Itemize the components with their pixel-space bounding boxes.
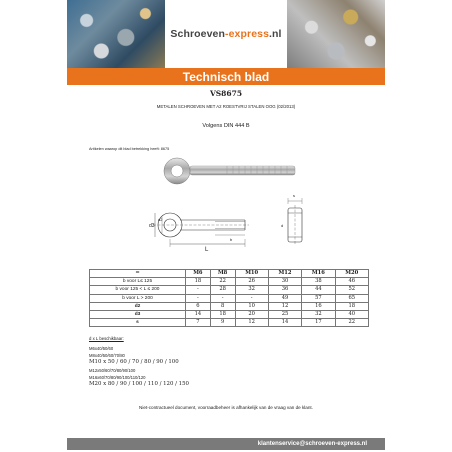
eye-bolt-photo: [164, 158, 295, 184]
availability-line: M10 x 50 / 60 / 70 / 80 / 90 / 100: [89, 359, 179, 366]
header: [67, 0, 385, 68]
table-cell: 32: [302, 310, 335, 318]
table-cell: 57: [302, 294, 335, 302]
table-cell: 28: [210, 286, 235, 294]
row-label: s: [90, 319, 186, 327]
availability-line: M8x40/50/60/70/80: [89, 353, 125, 359]
table-cell: 8: [210, 302, 235, 310]
table-cell: 65: [335, 294, 368, 302]
product-code: VS8675: [209, 89, 243, 98]
side-view-drawing: [153, 213, 249, 247]
header-cell: M6: [186, 270, 211, 278]
availability-line: M16x60/70/80/90/100/110/120: [89, 374, 146, 380]
header-cell: M20: [335, 270, 368, 278]
header-cell: =: [90, 270, 186, 278]
table-row: [90, 319, 369, 327]
table-cell: 9: [210, 319, 235, 327]
spec-table: [89, 269, 369, 327]
table-cell: -: [210, 294, 235, 302]
table-cell: 18: [210, 310, 235, 318]
row-label: d2: [90, 302, 186, 310]
table-cell: -: [186, 294, 211, 302]
row-label: b voor L≤ 125: [90, 278, 186, 286]
availability-line: M20 x 80 / 90 / 100 / 110 / 120 / 150: [89, 381, 189, 388]
brand-name: Schroeven-express.nl: [170, 28, 282, 40]
table-cell: 20: [235, 310, 268, 318]
table-cell: 22: [210, 278, 235, 286]
header-cell: M16: [302, 270, 335, 278]
screws-photo: [287, 0, 385, 68]
table-cell: 30: [268, 278, 301, 286]
table-cell: 17: [302, 319, 335, 327]
table-cell: 18: [186, 278, 211, 286]
availability-list: [89, 345, 189, 388]
banner-title: Technisch blad: [67, 68, 385, 85]
table-row: [90, 286, 369, 294]
table-cell: 18: [335, 302, 368, 310]
table-cell: 38: [302, 278, 335, 286]
label-d2: d2: [158, 217, 163, 222]
table-cell: 6: [186, 302, 211, 310]
availability-title: d x L beschikbaar:: [89, 336, 124, 341]
row-label: d3: [90, 310, 186, 318]
table-cell: 14: [268, 319, 301, 327]
header-cell: M10: [235, 270, 268, 278]
datasheet-page: [67, 0, 385, 452]
table-cell: 12: [268, 302, 301, 310]
label-s: s: [293, 193, 295, 198]
table-cell: 14: [186, 310, 211, 318]
row-label: b voor L > 200: [90, 294, 186, 302]
table-cell: 22: [335, 319, 368, 327]
table-row: [90, 278, 369, 286]
articles-note: Artikelen waarop dit blad betrekking heeft: 8675: [89, 147, 170, 151]
table-cell: -: [235, 294, 268, 302]
technical-drawing: [67, 155, 385, 265]
product-description: METALEN SCHROEVEN MET A2 ROESTVRIJ STALEN OOG (02/2013): [156, 104, 296, 109]
table-row: [90, 310, 369, 318]
label-b: b: [230, 237, 233, 242]
table-cell: 26: [235, 278, 268, 286]
disclaimer: Niet-contractueel document, voorraadbeheer is afhankelijk van de vraag van de klant.: [139, 405, 313, 410]
table-row: [90, 302, 369, 310]
table-cell: 36: [268, 286, 301, 294]
table-cell: 44: [302, 286, 335, 294]
availability-line: M12x50/60/70/80/90/100: [89, 367, 136, 373]
table-cell: 25: [268, 310, 301, 318]
table-cell: 10: [235, 302, 268, 310]
table-cell: -: [186, 286, 211, 294]
logo: [165, 0, 287, 68]
tools-photo: [67, 0, 165, 68]
footer: [67, 438, 385, 450]
table-cell: 40: [335, 310, 368, 318]
header-cell: M8: [210, 270, 235, 278]
footer-email-link[interactable]: klantenservice@schroeven-express.nl: [257, 441, 367, 447]
table-cell: 52: [335, 286, 368, 294]
table-cell: 49: [268, 294, 301, 302]
table-cell: 16: [302, 302, 335, 310]
end-view-drawing: [288, 198, 302, 245]
spec-header-row: [90, 270, 369, 278]
header-cell: M12: [268, 270, 301, 278]
table-cell: 46: [335, 278, 368, 286]
table-row: [90, 294, 369, 302]
label-d3: d3: [149, 223, 155, 229]
product-norm: Volgens DIN 444 B: [202, 123, 250, 129]
table-cell: 32: [235, 286, 268, 294]
label-l: L: [205, 247, 209, 253]
table-cell: 12: [235, 319, 268, 327]
availability-line: M6x40/50/60: [89, 346, 114, 351]
table-cell: 7: [186, 319, 211, 327]
label-d: d: [281, 223, 284, 228]
row-label: b voor 125 < L ≤ 200: [90, 286, 186, 294]
